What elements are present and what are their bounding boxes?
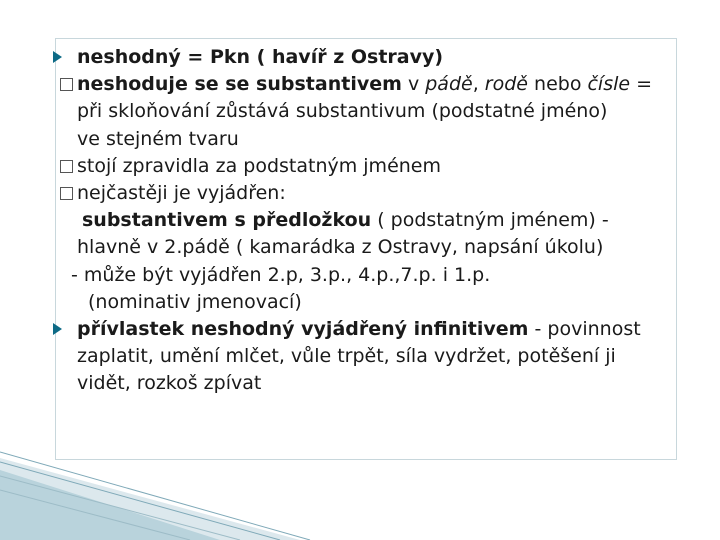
arrow-bullet-icon [53, 51, 62, 63]
text-rode: rodě [484, 73, 528, 96]
text-neshodny: neshodný = Pkn ( havíř z Ostravy) [77, 46, 444, 68]
bullet-line-5 [60, 153, 680, 180]
line-3 [60, 98, 680, 125]
text-videt: vidět, rozkoš zpívat [77, 372, 262, 395]
text-nejcasteji: nejčastěji je vyjádřen: [77, 181, 286, 204]
text-nebo: nebo [527, 73, 588, 96]
text-infinitivem: přívlastek neshodný vyjádřený infinitivem [77, 317, 529, 340]
line-10 [60, 289, 680, 316]
text-v: v [401, 73, 426, 96]
line-7 [60, 207, 680, 234]
text-povinnost: - povinnost [528, 317, 641, 340]
text-neshoduje: neshoduje se se substantivem [77, 73, 402, 96]
bullet-line-6 [60, 180, 680, 207]
text-zaplatit: zaplatit, umění mlčet, vůle trpět, síla vydržet, potěšení ji [77, 345, 616, 368]
line-8 [60, 234, 680, 261]
line-13 [60, 370, 680, 397]
square-bullet-icon [60, 187, 73, 200]
text-stoji: stojí zpravidla za podstatným jménem [77, 154, 441, 177]
slide-content [60, 38, 680, 395]
text-cisle: čísle [587, 73, 631, 96]
text-sklonovani: při skloňování zůstává substantivum (podstatné jméno) [77, 100, 608, 123]
square-bullet-icon [60, 78, 73, 91]
arrow-bullet-icon [53, 323, 62, 335]
line-12 [60, 343, 680, 370]
bullet-line-11 [60, 316, 680, 343]
text-predlozkou: substantivem s předložkou [82, 209, 372, 232]
text-muze-byt: - může být vyjádřen 2.p, 3.p., 4.p.,7.p. i 1.p. [71, 263, 491, 286]
text-equals: = [630, 73, 653, 96]
text-tvaru: ve stejném tvaru [77, 127, 239, 150]
bullet-line-2 [60, 71, 680, 98]
text-hlavne: hlavně v 2.pádě ( kamarádka z Ostravy, napsání úkolu) [77, 236, 604, 259]
text-nominativ: (nominativ jmenovací) [88, 290, 302, 313]
line-4 [60, 126, 680, 153]
square-bullet-icon [60, 160, 73, 173]
text-podstatnym: ( podstatným jménem) - [371, 209, 609, 232]
text-comma: , [472, 73, 485, 96]
line-9 [60, 262, 680, 289]
text-pade: pádě [425, 73, 473, 96]
bullet-line-1 [60, 44, 680, 71]
